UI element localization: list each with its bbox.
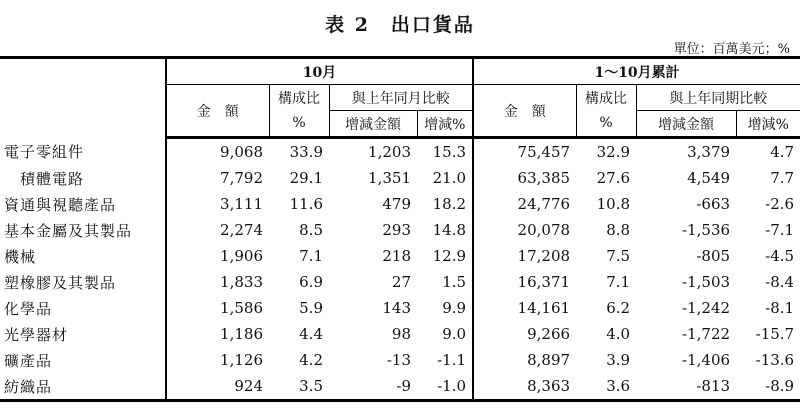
cell-c2: 29.1	[289, 169, 323, 187]
cell-c8: -4.5	[765, 247, 795, 265]
cell-c2: 4.4	[299, 325, 323, 343]
cell-c4: 21.0	[432, 169, 467, 187]
cell-c4: 9.9	[442, 299, 467, 317]
header-amount: 金 額	[166, 85, 269, 138]
cell-c2: 6.9	[299, 273, 323, 291]
header-change-pct: 增減%	[417, 111, 473, 138]
cell-c6: 6.2	[606, 299, 631, 317]
cell-c6: 7.1	[606, 273, 631, 291]
header-period-month: 10月	[166, 58, 473, 85]
cell-c6: 7.5	[606, 247, 631, 265]
cell-c7: 3,379	[687, 143, 731, 161]
cell-c5: 17,208	[473, 243, 576, 269]
header-change-pct-cum: 增減%	[736, 111, 800, 138]
cell-c1: 1,833	[166, 269, 269, 295]
cell-c3: 1,351	[368, 169, 411, 187]
cell-c5: 75,457	[473, 138, 576, 166]
cell-c4: 12.9	[432, 247, 467, 265]
cell-c5: 16,371	[473, 269, 576, 295]
cell-c3: 479	[382, 195, 411, 213]
cell-c1: 1,126	[166, 347, 269, 373]
unit-note: 單位：百萬美元；%	[673, 42, 790, 57]
header-yoy-month: 與上年同月比較	[329, 85, 473, 111]
cell-c8: -13.6	[755, 351, 795, 369]
cell-c3: 1,203	[368, 143, 411, 161]
cell-c6: 27.6	[596, 169, 631, 187]
cell-c6: 10.8	[596, 195, 631, 213]
cell-c5: 8,363	[473, 373, 576, 401]
cell-c4: 9.0	[442, 325, 467, 343]
cell-c1: 3,111	[166, 191, 269, 217]
header-share: 構成比	[269, 85, 329, 111]
row-label: 紡織品	[0, 373, 166, 401]
header-yoy-cum: 與上年同期比較	[636, 85, 800, 111]
cell-c7: -663	[696, 195, 731, 213]
table-row	[0, 269, 800, 295]
cell-c4: -1.1	[437, 351, 467, 369]
cell-c3: -9	[329, 373, 417, 401]
table-header	[0, 58, 800, 138]
cell-c8: -15.7	[755, 325, 795, 343]
cell-c8: -2.6	[765, 195, 795, 213]
cell-c8: 7.7	[770, 169, 795, 187]
row-label: 電子零組件	[4, 142, 85, 161]
cell-c1: 1,586	[166, 295, 269, 321]
row-label: 化學品	[4, 299, 53, 318]
row-label: 光學器材	[4, 325, 69, 344]
cell-c7: -1,242	[682, 299, 731, 317]
cell-c5: 20,078	[473, 217, 576, 243]
cell-c6: 32.9	[596, 143, 631, 161]
header-change-amount-cum: 增減金額	[636, 111, 736, 138]
header-share-pct-cum: %	[576, 111, 636, 138]
cell-c8: 4.7	[770, 143, 795, 161]
table-row	[0, 347, 800, 373]
cell-c2: 8.5	[299, 221, 323, 239]
header-amount-cum: 金 額	[473, 85, 576, 138]
cell-c7: -1,406	[682, 351, 731, 369]
row-label: 資通與視聽產品	[4, 195, 117, 214]
cell-c5: 63,385	[473, 165, 576, 191]
cell-c3: 27	[391, 273, 411, 291]
row-label: 塑橡膠及其製品	[4, 273, 117, 292]
header-share-pct: %	[269, 111, 329, 138]
cell-c6: 4.0	[606, 325, 631, 343]
cell-c8: -7.1	[765, 221, 795, 239]
table-body	[0, 138, 800, 401]
cell-c7: -813	[636, 373, 736, 401]
export-goods-table	[0, 56, 800, 402]
cell-c1: 2,274	[166, 217, 269, 243]
cell-c2: 11.6	[289, 195, 323, 213]
cell-c3: 143	[382, 299, 411, 317]
cell-c1: 7,792	[166, 165, 269, 191]
row-label: 機械	[4, 247, 37, 266]
table-row	[0, 138, 800, 166]
cell-c5: 8,897	[473, 347, 576, 373]
row-label: 積體電路	[20, 169, 85, 188]
cell-c2: 7.1	[299, 247, 323, 265]
cell-c5: 24,776	[473, 191, 576, 217]
cell-c8: -8.1	[765, 299, 795, 317]
cell-c8: -8.4	[765, 273, 795, 291]
cell-c7: -1,503	[682, 273, 731, 291]
cell-c1: 1,906	[166, 243, 269, 269]
cell-c2: 4.2	[299, 351, 323, 369]
cell-c3: 218	[382, 247, 411, 265]
cell-c1: 924	[166, 373, 269, 401]
cell-c1: 9,068	[166, 138, 269, 166]
table-row	[0, 243, 800, 269]
cell-c6: 3.9	[606, 351, 631, 369]
table-row	[0, 373, 800, 401]
cell-c4: -1.0	[417, 373, 473, 401]
cell-c3: -13	[386, 351, 411, 369]
table-row	[0, 165, 800, 191]
cell-c6: 3.6	[576, 373, 636, 401]
cell-c7: -1,536	[682, 221, 731, 239]
cell-c2: 5.9	[299, 299, 323, 317]
cell-c1: 1,186	[166, 321, 269, 347]
cell-c3: 293	[382, 221, 411, 239]
table-title: 表 2 出口貨品	[325, 14, 475, 36]
cell-c4: 18.2	[432, 195, 467, 213]
header-share-cum: 構成比	[576, 85, 636, 111]
cell-c7: -805	[696, 247, 731, 265]
header-change-amount: 增減金額	[329, 111, 417, 138]
cell-c3: 98	[391, 325, 411, 343]
cell-c7: -1,722	[682, 325, 731, 343]
header-period-cumulative: 1～10月累計	[473, 58, 800, 85]
cell-c4: 14.8	[432, 221, 467, 239]
cell-c6: 8.8	[606, 221, 631, 239]
table-row	[0, 191, 800, 217]
cell-c5: 9,266	[473, 321, 576, 347]
table-row	[0, 295, 800, 321]
cell-c8: -8.9	[736, 373, 800, 401]
table-row	[0, 321, 800, 347]
row-label: 礦產品	[4, 351, 53, 370]
cell-c2: 33.9	[289, 143, 323, 161]
cell-c4: 15.3	[432, 143, 467, 161]
cell-c2: 3.5	[269, 373, 329, 401]
cell-c7: 4,549	[687, 169, 731, 187]
cell-c5: 14,161	[473, 295, 576, 321]
row-label: 基本金屬及其製品	[4, 221, 133, 240]
cell-c4: 1.5	[442, 273, 467, 291]
header-blank-cell	[0, 58, 166, 138]
table-row	[0, 217, 800, 243]
